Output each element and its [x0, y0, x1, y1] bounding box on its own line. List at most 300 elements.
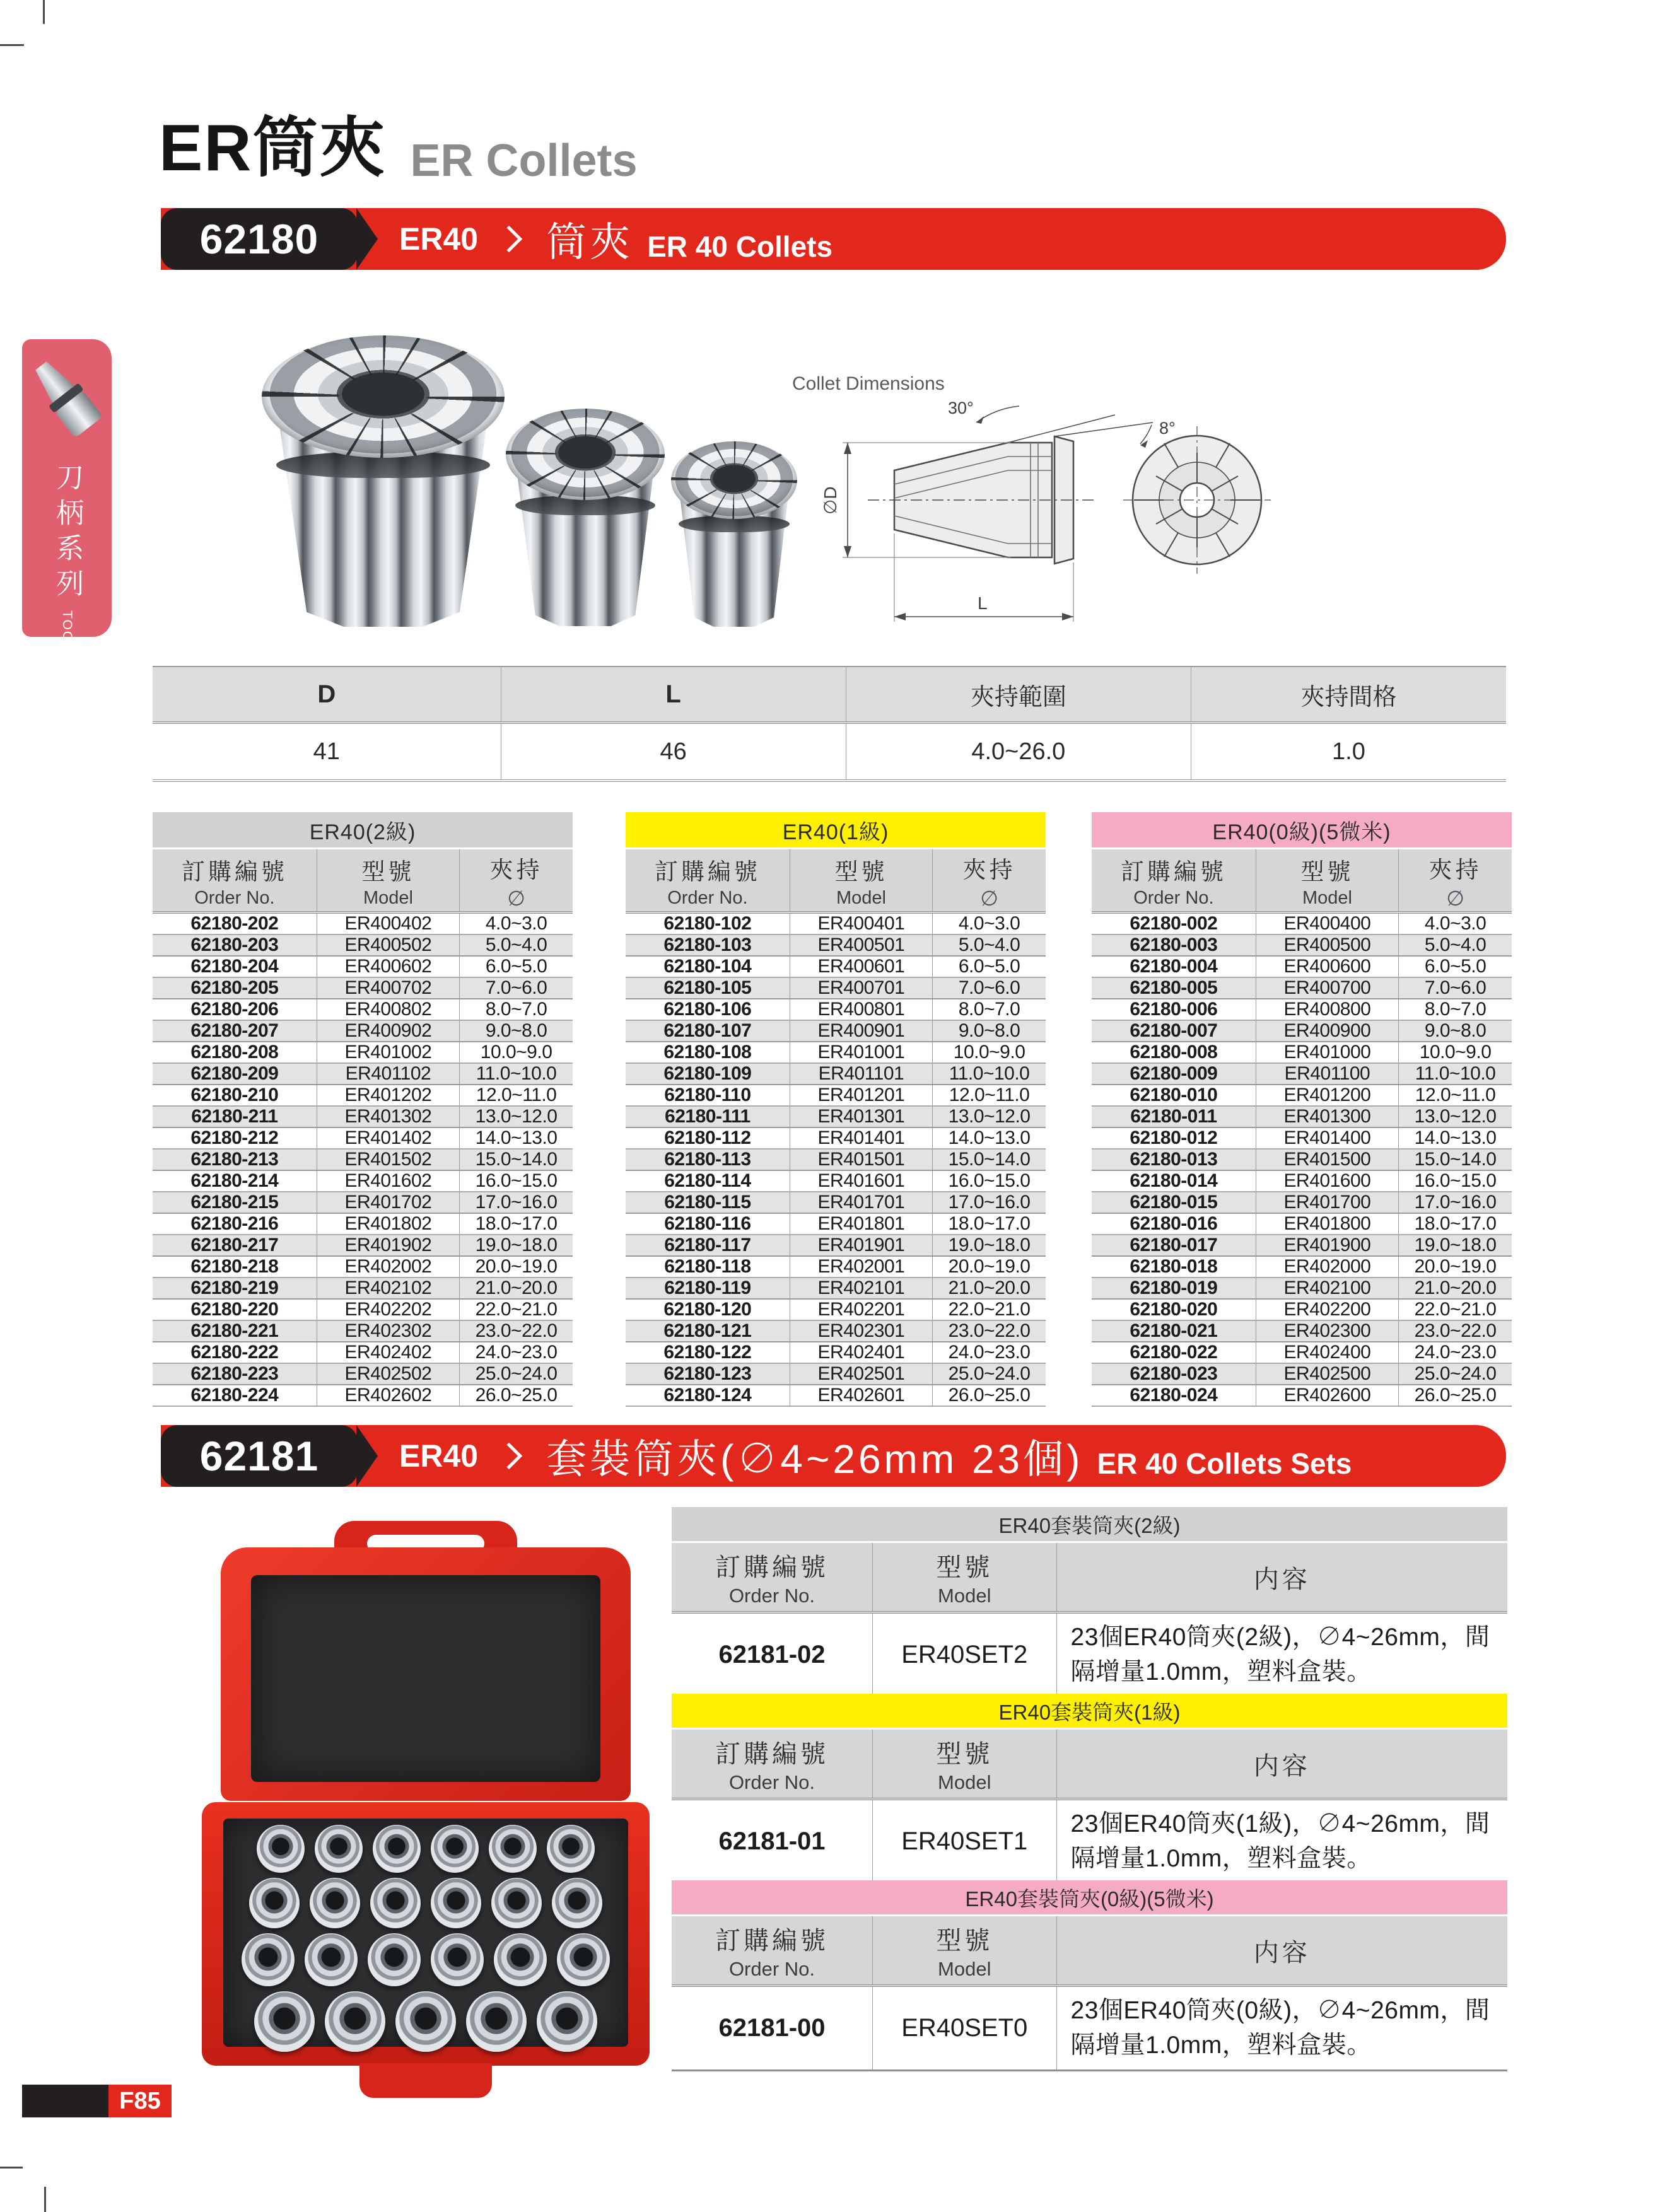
cell-order-no: 62180-206 — [190, 999, 279, 1020]
cell-model: ER401402 — [317, 1128, 459, 1148]
diameter-icon: ∅ — [980, 886, 998, 910]
cell-diameter: 9.0~8.0 — [459, 1021, 573, 1041]
table-row — [153, 1171, 573, 1192]
cell-diameter: 21.0~20.0 — [459, 1278, 573, 1298]
col-model-zh: 型號 — [1300, 858, 1354, 885]
col-order-zh: 訂購編號 — [715, 1553, 829, 1581]
table-row — [1092, 1300, 1512, 1321]
collet-photo-small — [671, 441, 797, 627]
cell-diameter: 17.0~16.0 — [1398, 1192, 1512, 1213]
cell-model: ER400801 — [790, 999, 932, 1020]
cell-diameter: 10.0~9.0 — [932, 1042, 1046, 1062]
cell-diameter: 9.0~8.0 — [932, 1021, 1046, 1041]
cell-model: ER401702 — [317, 1192, 459, 1213]
table-row — [626, 1342, 1046, 1364]
cell-order-no: 62180-119 — [664, 1278, 751, 1298]
cell-model: ER401002 — [317, 1042, 459, 1062]
table-row — [153, 1021, 573, 1042]
cell-diameter: 25.0~24.0 — [1398, 1364, 1512, 1384]
cell-order-no: 62180-106 — [663, 999, 752, 1020]
cell-model: ER401102 — [317, 1064, 459, 1084]
cell-diameter: 8.0~7.0 — [1398, 999, 1512, 1020]
cell-model: ER402601 — [790, 1385, 932, 1406]
footer-bar — [22, 2085, 108, 2117]
cell-order-no: 62180-117 — [664, 1235, 751, 1255]
cell-model: ER401301 — [790, 1107, 932, 1127]
table-row — [1092, 957, 1512, 978]
table-row — [153, 999, 573, 1021]
dim-l-label: L — [978, 593, 988, 613]
col-order-en: Order No. — [728, 1771, 815, 1793]
table-row — [626, 999, 1046, 1021]
cell-diameter: 16.0~15.0 — [459, 1171, 573, 1191]
cell-model: ER402602 — [317, 1385, 459, 1406]
page-title-zh: ER筒夾 — [159, 112, 387, 185]
table-row — [1092, 1257, 1512, 1278]
cell-order-no: 62180-118 — [664, 1256, 751, 1277]
angle-30-label: 30° — [948, 399, 974, 417]
cell-diameter: 7.0~6.0 — [932, 978, 1046, 998]
dimension-table — [153, 666, 1506, 782]
cell-order-no: 62180-008 — [1130, 1042, 1218, 1062]
table-row — [626, 1171, 1046, 1192]
cell-diameter: 19.0~18.0 — [932, 1235, 1046, 1255]
cell-diameter: 4.0~3.0 — [1398, 914, 1512, 934]
cell-diameter: 22.0~21.0 — [1398, 1300, 1512, 1320]
table-row — [626, 957, 1046, 978]
cell-order-no: 62180-120 — [663, 1299, 752, 1320]
cell-diameter: 25.0~24.0 — [459, 1364, 573, 1384]
drawing-caption: Collet Dimensions — [792, 373, 945, 394]
cell-diameter: 5.0~4.0 — [1398, 935, 1512, 955]
cell-order-no: 62180-211 — [191, 1106, 278, 1127]
cell-diameter: 11.0~10.0 — [1398, 1064, 1512, 1084]
table-row — [1092, 935, 1512, 957]
cell-order-no: 62180-207 — [190, 1020, 279, 1041]
order-code-badge: 62181 — [161, 1425, 358, 1487]
cell-order-no: 62180-108 — [663, 1042, 752, 1062]
table-row — [153, 1214, 573, 1235]
cell-order-no: 62180-218 — [190, 1256, 279, 1277]
table-row — [1092, 1150, 1512, 1171]
cell-model: ER401200 — [1256, 1085, 1398, 1105]
table-row — [153, 1385, 573, 1407]
sidebar-label-zh: 刀柄系列 — [52, 463, 83, 604]
table-row — [153, 1278, 573, 1300]
crop-mark — [43, 0, 45, 24]
table-row — [1092, 1235, 1512, 1257]
cell-order-no: 62180-112 — [664, 1127, 751, 1148]
cell-diameter: 26.0~25.0 — [932, 1385, 1046, 1406]
cell-diameter: 18.0~17.0 — [1398, 1214, 1512, 1234]
diameter-icon: ∅ — [1446, 886, 1464, 910]
cell-model: ER401902 — [317, 1235, 459, 1255]
cell-order-no: 62180-124 — [663, 1385, 752, 1406]
case-foam — [223, 1819, 628, 2047]
cell-diameter: 5.0~4.0 — [459, 935, 573, 955]
set-table-title: ER40套裝筒夾(1級) — [672, 1694, 1507, 1728]
table-row — [153, 1042, 573, 1064]
table-row — [1092, 1214, 1512, 1235]
cell-order-no: 62180-011 — [1130, 1106, 1217, 1127]
cell-model: ER402300 — [1256, 1321, 1398, 1341]
cell-model: ER401300 — [1256, 1107, 1398, 1127]
cell-diameter: 21.0~20.0 — [1398, 1278, 1512, 1298]
cell-model: ER402000 — [1256, 1257, 1398, 1277]
cell-model: ER400902 — [317, 1021, 459, 1041]
cell-diameter: 12.0~11.0 — [459, 1085, 573, 1105]
cell-order-no: 62180-202 — [190, 913, 279, 934]
cell-order-no: 62180-213 — [190, 1149, 279, 1170]
cell-model: ER402002 — [317, 1257, 459, 1277]
cell-model: ER400802 — [317, 999, 459, 1020]
cell-diameter: 19.0~18.0 — [459, 1235, 573, 1255]
table-row — [626, 1385, 1046, 1407]
col-model-en: Model — [836, 887, 886, 908]
set-table-header — [672, 1916, 1507, 1987]
cell-model: ER40SET1 — [872, 1800, 1056, 1883]
col-model-zh: 型號 — [361, 858, 415, 885]
collet-photo-medium — [506, 409, 665, 626]
cell-content: 23個ER40筒夾(2級)，∅4~26mm，間隔增量1.0mm，塑料盒裝。 — [1056, 1614, 1508, 1696]
table-row — [1092, 1064, 1512, 1085]
cell-model: ER402201 — [790, 1300, 932, 1320]
table-body — [1092, 914, 1512, 1407]
cell-model: ER400601 — [790, 957, 932, 977]
cell-diameter: 13.0~12.0 — [1398, 1107, 1512, 1127]
cell-diameter: 25.0~24.0 — [932, 1364, 1046, 1384]
table-row — [153, 1364, 573, 1385]
cell-model: ER402101 — [790, 1278, 932, 1298]
cell-model: ER400700 — [1256, 978, 1398, 998]
cell-model: ER402502 — [317, 1364, 459, 1384]
cell-model: ER401901 — [790, 1235, 932, 1255]
cell-diameter: 14.0~13.0 — [459, 1128, 573, 1148]
table-row — [1092, 914, 1512, 935]
dim-value-l: 46 — [501, 724, 846, 779]
cell-order-no: 62180-209 — [190, 1063, 279, 1084]
cell-order-no: 62180-017 — [1130, 1235, 1218, 1255]
sidebar-tab-tooling-system — [22, 339, 112, 746]
col-order-en: Order No. — [728, 1584, 815, 1607]
chevron-right-icon — [496, 226, 522, 252]
cell-diameter: 15.0~14.0 — [932, 1150, 1046, 1170]
dim-value-range: 4.0~26.0 — [846, 724, 1191, 779]
cell-model: ER400602 — [317, 957, 459, 977]
table-row — [153, 957, 573, 978]
series-label: ER40 — [399, 221, 479, 257]
banner-title-en: ER 40 Collets — [647, 230, 833, 263]
cell-model: ER401000 — [1256, 1042, 1398, 1062]
cell-order-no: 62180-110 — [664, 1085, 751, 1105]
table-row — [626, 1128, 1046, 1150]
cell-order-no: 62180-005 — [1130, 977, 1218, 998]
table-row — [153, 1085, 573, 1107]
cell-order-no: 62180-102 — [663, 913, 752, 934]
order-code-badge: 62180 — [161, 208, 358, 270]
cell-order-no: 62180-014 — [1130, 1170, 1218, 1191]
cell-diameter: 13.0~12.0 — [932, 1107, 1046, 1127]
cell-model: ER402102 — [317, 1278, 459, 1298]
cell-order-no: 62180-022 — [1130, 1342, 1218, 1363]
cell-model: ER400600 — [1256, 957, 1398, 977]
cell-model: ER402200 — [1256, 1300, 1398, 1320]
collet-table-grade0 — [1092, 812, 1512, 1407]
set-table-header — [672, 1730, 1507, 1800]
cell-order-no: 62180-111 — [665, 1106, 751, 1127]
cell-model: ER40SET0 — [872, 1987, 1056, 2069]
banner-title-zh: 筒夾 — [546, 219, 634, 265]
cell-order-no: 62180-020 — [1130, 1299, 1218, 1320]
cell-order-no: 62180-113 — [664, 1149, 751, 1170]
table-row — [153, 1192, 573, 1214]
col-order-zh: 訂購編號 — [654, 858, 761, 885]
cell-diameter: 14.0~13.0 — [932, 1128, 1046, 1148]
cell-diameter: 4.0~3.0 — [932, 914, 1046, 934]
cell-model: ER401602 — [317, 1171, 459, 1191]
col-model-en: Model — [938, 1771, 991, 1793]
cell-model: ER402100 — [1256, 1278, 1398, 1298]
col-order-zh: 訂購編號 — [715, 1740, 829, 1768]
page-title — [159, 95, 638, 189]
cell-order-no: 62180-006 — [1130, 999, 1218, 1020]
table-header — [626, 849, 1046, 914]
cell-order-no: 62181-00 — [718, 2013, 826, 2042]
col-order-en: Order No. — [667, 887, 748, 908]
cell-model: ER402400 — [1256, 1342, 1398, 1363]
cell-model: ER401801 — [790, 1214, 932, 1234]
series-label: ER40 — [399, 1438, 479, 1474]
cell-order-no: 62180-003 — [1130, 934, 1218, 955]
table-row — [153, 1064, 573, 1085]
dim-header-range: 夾持範圍 — [846, 667, 1191, 721]
cell-order-no: 62180-012 — [1130, 1127, 1218, 1148]
cell-diameter: 7.0~6.0 — [459, 978, 573, 998]
table-row — [153, 914, 573, 935]
dimension-table-header — [153, 666, 1506, 724]
dim-value-d: 41 — [313, 738, 340, 765]
cell-model: ER401802 — [317, 1214, 459, 1234]
table-header — [153, 849, 573, 914]
cell-order-no: 62180-103 — [663, 934, 752, 955]
table-title-grade2: ER40(2級) — [153, 812, 573, 847]
tool-holder-icon — [16, 346, 124, 460]
cell-model: ER401302 — [317, 1107, 459, 1127]
cell-model: ER400402 — [317, 914, 459, 934]
cell-order-no: 62180-210 — [190, 1085, 279, 1105]
cell-diameter: 22.0~21.0 — [459, 1300, 573, 1320]
banner-title-en: ER 40 Collets Sets — [1097, 1447, 1352, 1480]
section-banner-62181 — [161, 1425, 1506, 1487]
cell-model: ER401502 — [317, 1150, 459, 1170]
cell-order-no: 62180-009 — [1130, 1063, 1218, 1084]
cell-diameter: 12.0~11.0 — [1398, 1085, 1512, 1105]
cell-diameter: 24.0~23.0 — [459, 1342, 573, 1363]
table-row — [626, 1085, 1046, 1107]
cell-order-no: 62180-019 — [1130, 1278, 1218, 1298]
cell-order-no: 62180-002 — [1130, 913, 1218, 934]
cell-content: 23個ER40筒夾(1級)，∅4~26mm，間隔增量1.0mm，塑料盒裝。 — [1056, 1800, 1508, 1883]
sidebar-tab-label — [52, 463, 81, 746]
cell-order-no: 62181-02 — [718, 1640, 826, 1668]
cell-diameter: 8.0~7.0 — [459, 999, 573, 1020]
set-table-grade0 — [672, 1880, 1507, 2071]
cell-diameter: 10.0~9.0 — [459, 1042, 573, 1062]
cell-diameter: 13.0~12.0 — [459, 1107, 573, 1127]
case-bottom-ridge — [359, 2063, 492, 2098]
cell-model: ER400500 — [1256, 935, 1398, 955]
cell-diameter: 18.0~17.0 — [459, 1214, 573, 1234]
cell-model: ER402600 — [1256, 1385, 1398, 1406]
cell-diameter: 6.0~5.0 — [1398, 957, 1512, 977]
cell-diameter: 5.0~4.0 — [932, 935, 1046, 955]
cell-model: ER401400 — [1256, 1128, 1398, 1148]
cell-model: ER402402 — [317, 1342, 459, 1363]
cell-model: ER402401 — [790, 1342, 932, 1363]
table-row — [1092, 1085, 1512, 1107]
col-model-en: Model — [938, 1957, 991, 1980]
table-row — [1092, 1107, 1512, 1128]
table-row — [153, 978, 573, 999]
cell-model: ER402501 — [790, 1364, 932, 1384]
col-model-en: Model — [938, 1584, 991, 1607]
col-clamp-zh: 夾持 — [1428, 856, 1482, 883]
cell-diameter: 8.0~7.0 — [932, 999, 1046, 1020]
dim-header-d: D — [317, 680, 336, 708]
table-row — [626, 914, 1046, 935]
table-row — [626, 1214, 1046, 1235]
table-row — [153, 1150, 573, 1171]
cell-order-no: 62180-024 — [1130, 1385, 1218, 1406]
col-clamp-zh: 夾持 — [962, 856, 1016, 883]
cell-order-no: 62180-205 — [190, 977, 279, 998]
table-row — [626, 978, 1046, 999]
cell-order-no: 62180-007 — [1130, 1020, 1218, 1041]
table-body — [626, 914, 1046, 1407]
cell-diameter: 23.0~22.0 — [459, 1321, 573, 1341]
table-row — [1092, 1278, 1512, 1300]
cell-model: ER402001 — [790, 1257, 932, 1277]
cell-order-no: 62180-121 — [663, 1320, 752, 1341]
section-banner-62180 — [161, 208, 1506, 270]
dim-value-step: 1.0 — [1191, 724, 1506, 779]
table-row — [626, 1321, 1046, 1342]
cell-order-no: 62180-023 — [1130, 1363, 1218, 1384]
table-row — [626, 1235, 1046, 1257]
cell-content: 23個ER40筒夾(0級)，∅4~26mm，間隔增量1.0mm，塑料盒裝。 — [1056, 1987, 1508, 2069]
crop-mark — [0, 44, 24, 46]
col-model-zh: 型號 — [936, 1740, 993, 1768]
cell-diameter: 16.0~15.0 — [932, 1171, 1046, 1191]
table-row — [153, 1321, 573, 1342]
angle-8-label: 8° — [1159, 419, 1176, 438]
cell-order-no: 62180-122 — [663, 1342, 752, 1363]
table-row — [626, 1150, 1046, 1171]
table-row — [626, 1278, 1046, 1300]
cell-model: ER401501 — [790, 1150, 932, 1170]
cell-order-no: 62180-109 — [663, 1063, 752, 1084]
dimension-table-values — [153, 724, 1506, 782]
col-model-en: Model — [1302, 887, 1352, 908]
cell-diameter: 26.0~25.0 — [1398, 1385, 1512, 1406]
cell-diameter: 20.0~19.0 — [1398, 1257, 1512, 1277]
set-table-title: ER40套裝筒夾(0級)(5微米) — [672, 1880, 1507, 1914]
table-row — [1092, 1364, 1512, 1385]
cell-order-no: 62180-219 — [190, 1278, 279, 1298]
cell-model: ER402301 — [790, 1321, 932, 1341]
collet-table-grade2 — [153, 812, 573, 1407]
table-row — [153, 1300, 573, 1321]
col-content-zh: 内容 — [1253, 1565, 1311, 1593]
cell-order-no: 62180-021 — [1130, 1320, 1218, 1341]
table-row — [1092, 1192, 1512, 1214]
cell-diameter: 6.0~5.0 — [459, 957, 573, 977]
table-title-grade1: ER40(1級) — [626, 812, 1046, 847]
cell-order-no: 62180-123 — [663, 1363, 752, 1384]
page-title-en: ER Collets — [410, 136, 638, 186]
cell-model: ER401201 — [790, 1085, 932, 1105]
crop-mark — [44, 2187, 46, 2212]
collet-set-case-photo — [177, 1521, 675, 2098]
table-row — [153, 1107, 573, 1128]
cell-model: ER400400 — [1256, 914, 1398, 934]
cell-diameter: 17.0~16.0 — [932, 1192, 1046, 1213]
table-row — [626, 1300, 1046, 1321]
table-row — [626, 1107, 1046, 1128]
cell-order-no: 62180-114 — [664, 1170, 751, 1191]
table-row — [626, 1364, 1046, 1385]
col-clamp-zh: 夾持 — [489, 856, 543, 883]
cell-diameter: 24.0~23.0 — [1398, 1342, 1512, 1363]
cell-order-no: 62180-013 — [1130, 1149, 1218, 1170]
set-table-title: ER40套裝筒夾(2級) — [672, 1507, 1507, 1541]
set-table-row — [672, 1800, 1507, 1885]
cell-diameter: 18.0~17.0 — [932, 1214, 1046, 1234]
cell-diameter: 20.0~19.0 — [459, 1257, 573, 1277]
cell-order-no: 62180-016 — [1130, 1213, 1218, 1234]
cell-model: ER401701 — [790, 1192, 932, 1213]
cell-model: ER401500 — [1256, 1150, 1398, 1170]
cell-order-no: 62180-217 — [190, 1235, 279, 1255]
cell-order-no: 62180-216 — [190, 1213, 279, 1234]
table-row — [1092, 1321, 1512, 1342]
table-row — [626, 1064, 1046, 1085]
cell-order-no: 62180-010 — [1130, 1085, 1218, 1105]
cell-model: ER400701 — [790, 978, 932, 998]
cell-diameter: 11.0~10.0 — [459, 1064, 573, 1084]
cell-order-no: 62180-015 — [1130, 1192, 1218, 1213]
table-row — [626, 1021, 1046, 1042]
case-lid — [221, 1547, 631, 1801]
table-row — [153, 935, 573, 957]
col-content-zh: 内容 — [1253, 1938, 1311, 1967]
table-row — [1092, 1342, 1512, 1364]
diameter-icon: ∅ — [507, 886, 525, 910]
cell-diameter: 7.0~6.0 — [1398, 978, 1512, 998]
cell-model: ER401700 — [1256, 1192, 1398, 1213]
cell-model: ER401100 — [1256, 1064, 1398, 1084]
table-row — [1092, 999, 1512, 1021]
cell-order-no: 62180-116 — [664, 1213, 751, 1234]
cell-diameter: 15.0~14.0 — [1398, 1150, 1512, 1170]
cell-diameter: 9.0~8.0 — [1398, 1021, 1512, 1041]
cell-order-no: 62180-223 — [190, 1363, 279, 1384]
collet-photo-large — [262, 335, 505, 627]
table-row — [1092, 1385, 1512, 1407]
cell-model: ER401601 — [790, 1171, 932, 1191]
table-row — [626, 1257, 1046, 1278]
cell-order-no: 62180-204 — [190, 956, 279, 977]
